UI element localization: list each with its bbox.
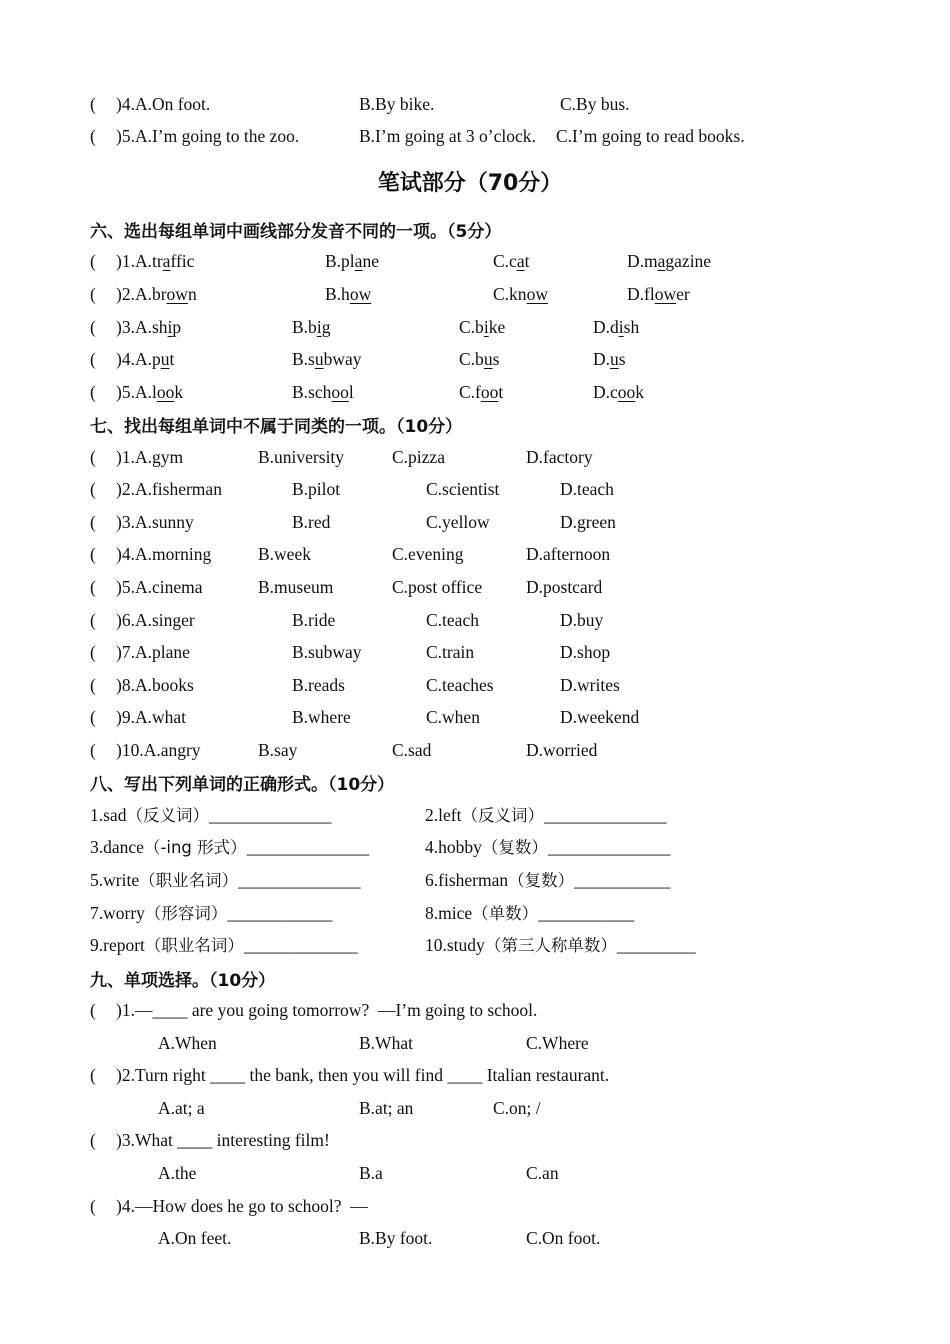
hint: （职业名词） (139, 871, 239, 890)
option-a: )5.A.cinema (116, 577, 203, 597)
option-b: B.where (292, 707, 351, 727)
option-b: B.university (258, 447, 345, 467)
word-form-left: 7.worry（形容词）____________ (90, 903, 333, 923)
option-c: C.teach (426, 610, 479, 630)
option-c: C.scientist (426, 479, 500, 499)
option-c: C.post office (392, 577, 483, 597)
option-b: B.subway (292, 642, 362, 662)
answer-blank: _____________ (243, 935, 358, 955)
written-part-title: 笔试部分（70分） (377, 171, 563, 196)
underlined-sound: oo (331, 382, 349, 402)
option-a: )4.A.On foot. (116, 94, 211, 114)
option-a: )1.A.traffic (116, 251, 195, 271)
answer-paren: ( (90, 707, 96, 727)
word-form-left: 9.report（职业名词）_____________ (90, 935, 358, 955)
underlined-sound: oo (480, 382, 499, 402)
option-d: D.factory (526, 447, 593, 467)
answer-paren: ( (90, 1130, 96, 1150)
underlined-sound: i (167, 317, 173, 337)
option-d: D.buy (560, 610, 604, 630)
option-c: C.evening (392, 544, 464, 564)
option-a: )1.A.gym (116, 447, 184, 467)
option-b: B.say (258, 740, 298, 760)
answer-paren: ( (90, 1000, 96, 1020)
option-c: C.when (426, 707, 480, 727)
answer-blank: ______________ (208, 805, 332, 825)
underlined-sound: i (316, 317, 322, 337)
answer-paren: ( (90, 544, 96, 564)
option-d: D.shop (560, 642, 611, 662)
word-form-right: 10.study（第三人称单数）_________ (425, 935, 696, 955)
option-b: B.subway (292, 349, 362, 369)
answer-paren: ( (90, 94, 96, 114)
option-b: B.museum (258, 577, 334, 597)
hint: （复数） (508, 871, 575, 890)
section-7-heading: 七、找出每组单词中不属于同类的一项。（10分） (90, 417, 463, 437)
answer-blank: ______________ (547, 837, 671, 857)
answer-paren: ( (90, 610, 96, 630)
option-b: B.By bike. (359, 94, 435, 114)
answer-paren: ( (90, 642, 96, 662)
answer-blank: ____________ (227, 903, 333, 923)
hint: （形容词） (144, 904, 228, 923)
word-form-right: 6.fisherman（复数）___________ (425, 870, 671, 890)
option-c: C.teaches (426, 675, 494, 695)
option-b: B.What (359, 1033, 413, 1053)
option-a: )6.A.singer (116, 610, 195, 630)
option-c: C.Where (526, 1033, 589, 1053)
option-d: D.worried (526, 740, 598, 760)
option-c: C.bike (459, 317, 506, 337)
option-d: D.afternoon (526, 544, 611, 564)
option-b: B.pilot (292, 479, 341, 499)
answer-blank: ______________ (246, 837, 370, 857)
option-b: B.plane (325, 251, 379, 271)
hint: （复数） (481, 838, 548, 857)
option-a: A.When (158, 1033, 217, 1053)
option-d: D.cook (593, 382, 645, 402)
underlined-sound: u (314, 349, 324, 369)
option-b: B.I’m going at 3 o’clock. (359, 126, 536, 146)
option-c: C.sad (392, 740, 432, 760)
option-a: )3.A.ship (116, 317, 182, 337)
option-a: )2.A.brown (116, 284, 197, 304)
underlined-sound: u (483, 349, 493, 369)
underlined-sound: ow (166, 284, 188, 304)
answer-paren: ( (90, 479, 96, 499)
option-c: C.foot (459, 382, 504, 402)
underlined-sound: u (610, 349, 619, 369)
underlined-sound: a (657, 251, 666, 271)
word-form-left: 5.write（职业名词）______________ (90, 870, 361, 890)
option-c: C.bus (459, 349, 500, 369)
word-form-right: 4.hobby（复数）______________ (425, 837, 671, 857)
hint: （反义词） (126, 806, 209, 825)
option-c: C.On foot. (526, 1228, 601, 1248)
underlined-sound: oo (156, 382, 175, 402)
option-c: C.I’m going to read books. (556, 126, 745, 146)
section-6-heading: 六、选出每组单词中画线部分发音不同的一项。（5分） (90, 222, 502, 242)
word-form-left: 3.dance（-ing 形式）______________ (90, 837, 370, 857)
option-a: A.On feet. (158, 1228, 232, 1248)
option-b: B.red (292, 512, 331, 532)
option-a: )10.A.angry (116, 740, 201, 760)
option-d: D.dish (593, 317, 640, 337)
answer-blank: ______________ (543, 805, 667, 825)
answer-paren: ( (90, 251, 96, 271)
word-form-left: 1.sad（反义词）______________ (90, 805, 332, 825)
underlined-sound: ow (349, 284, 372, 304)
section-9-heading: 九、单项选择。（10分） (90, 971, 276, 991)
answer-paren: ( (90, 675, 96, 695)
hint: （反义词） (461, 806, 544, 825)
underlined-sound: a (516, 251, 525, 271)
option-c: C.yellow (426, 512, 490, 532)
answer-paren: ( (90, 512, 96, 532)
hint: （第三人称单数） (484, 936, 617, 955)
underlined-sound: a (162, 251, 171, 271)
option-c: C.By bus. (560, 94, 630, 114)
option-b: B.at; an (359, 1098, 414, 1118)
option-a: )7.A.plane (116, 642, 190, 662)
question-stem: )1.—____ are you going tomorrow? —I’m going to school. (116, 1000, 538, 1020)
answer-paren: ( (90, 382, 96, 402)
option-a: )5.A.look (116, 382, 184, 402)
answer-paren: ( (90, 1196, 96, 1216)
option-c: C.an (526, 1163, 559, 1183)
option-a: )2.A.fisherman (116, 479, 222, 499)
underlined-sound: ow (654, 284, 677, 304)
option-d: D.us (593, 349, 626, 369)
word-form-right: 8.mice（单数）___________ (425, 903, 635, 923)
answer-paren: ( (90, 447, 96, 467)
underlined-sound: oo (617, 382, 636, 402)
answer-paren: ( (90, 126, 96, 146)
question-stem: )4.—How does he go to school? — (116, 1196, 368, 1216)
option-a: )4.A.put (116, 349, 175, 369)
option-c: C.pizza (392, 447, 445, 467)
option-d: D.postcard (526, 577, 603, 597)
option-c: C.cat (493, 251, 530, 271)
option-b: B.reads (292, 675, 345, 695)
option-a: A.the (158, 1163, 197, 1183)
option-b: B.school (292, 382, 354, 402)
option-a: )9.A.what (116, 707, 186, 727)
answer-blank: ______________ (238, 870, 361, 890)
hint: （职业名词） (144, 936, 244, 955)
answer-paren: ( (90, 1065, 96, 1085)
option-a: A.at; a (158, 1098, 205, 1118)
option-a: )4.A.morning (116, 544, 212, 564)
answer-blank: ___________ (574, 870, 671, 890)
option-b: B.how (325, 284, 372, 304)
option-d: D.weekend (560, 707, 640, 727)
answer-blank: ___________ (538, 903, 635, 923)
option-b: B.week (258, 544, 311, 564)
hint: （单数） (472, 904, 539, 923)
option-c: C.on; / (493, 1098, 541, 1118)
word-form-right: 2.left（反义词）______________ (425, 805, 667, 825)
answer-paren: ( (90, 577, 96, 597)
question-stem: )3.What ____ interesting film! (116, 1130, 330, 1150)
section-8-heading: 八、写出下列单词的正确形式。（10分） (90, 775, 395, 795)
option-d: D.teach (560, 479, 614, 499)
option-d: D.writes (560, 675, 620, 695)
option-d: D.flower (627, 284, 690, 304)
underlined-sound: a (354, 251, 363, 271)
underlined-sound: ow (526, 284, 548, 304)
option-b: B.ride (292, 610, 336, 630)
option-d: D.magazine (627, 251, 712, 271)
option-a: )3.A.sunny (116, 512, 194, 532)
option-b: B.a (359, 1163, 383, 1183)
answer-paren: ( (90, 284, 96, 304)
underlined-sound: i (618, 317, 624, 337)
option-c: C.train (426, 642, 475, 662)
option-d: D.green (560, 512, 616, 532)
underlined-sound: u (160, 349, 170, 369)
answer-paren: ( (90, 317, 96, 337)
option-b: B.big (292, 317, 331, 337)
option-c: C.know (493, 284, 548, 304)
option-a: )5.A.I’m going to the zoo. (116, 126, 300, 146)
answer-paren: ( (90, 740, 96, 760)
option-a: )8.A.books (116, 675, 194, 695)
answer-blank: _________ (616, 935, 696, 955)
option-b: B.By foot. (359, 1228, 433, 1248)
question-stem: )2.Turn right ____ the bank, then you will find ____ Italian restaurant. (116, 1065, 610, 1085)
hint: （-ing 形式） (143, 838, 247, 857)
underlined-sound: i (483, 317, 489, 337)
answer-paren: ( (90, 349, 96, 369)
